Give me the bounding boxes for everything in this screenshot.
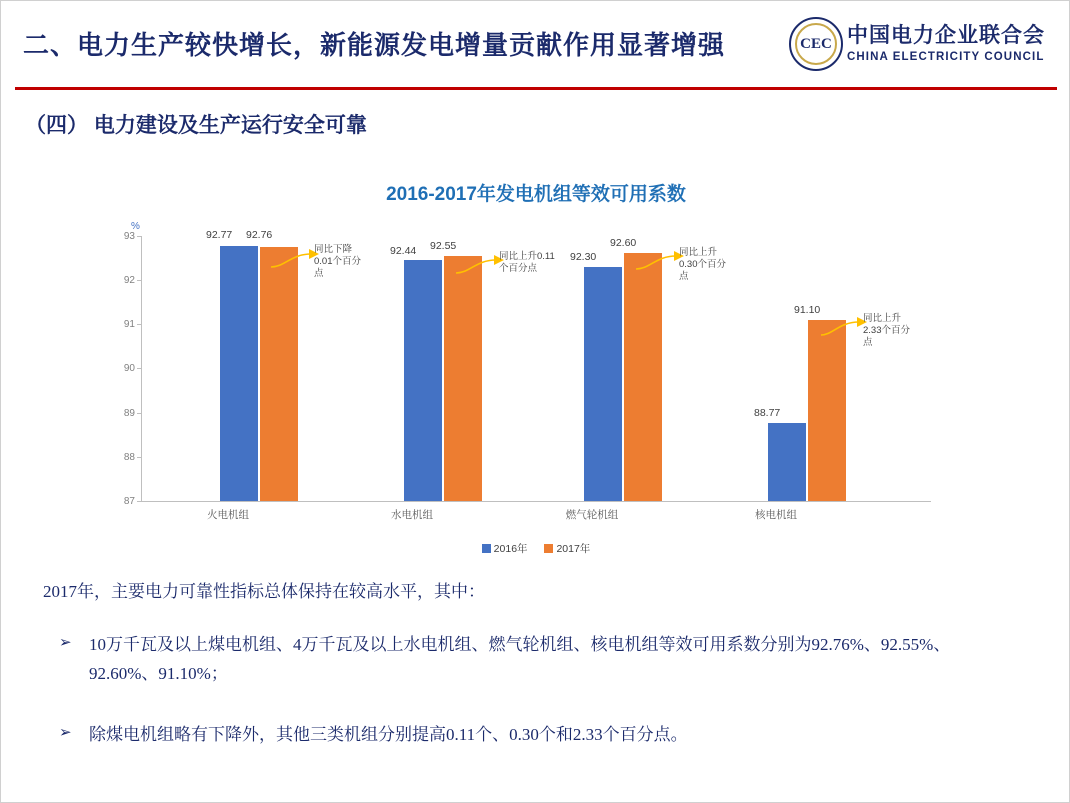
bar-2016-huodian [220,246,258,501]
chart-legend [111,541,961,556]
bar-value-label: 91.10 [794,304,821,316]
annotation-arrow-icon [821,317,869,339]
y-tick-label: 93 [123,231,135,242]
x-category-label: 燃气轮机组 [565,509,619,521]
legend-swatch-icon [544,544,553,553]
list-item-text: 10万千瓦及以上煤电机组、4万千瓦及以上水电机组、燃气轮机组、核电机组等效可用系数分别为92.76%、92.55%、92.60%、91.10%； [89,635,951,683]
y-tick-label: 89 [123,408,135,419]
bar-value-label: 92.30 [570,251,597,263]
logo-name-cn: 中国电力企业联合会 [847,24,1045,47]
logo-emblem-icon [789,17,843,71]
annotation-text: 同比下降0.01个百分点 [314,244,361,279]
page-title: 二、电力生产较快增长，新能源发电增量贡献作用显著增强 [23,30,726,60]
list-item-text: 除煤电机组略有下降外，其他三类机组分别提高0.11个、0.30个和2.33个百分点。 [89,725,688,744]
y-tick-label: 88 [123,452,135,463]
chart-x-axis [141,501,931,502]
logo-emblem-text: CEC [795,23,837,65]
chart-plot-bars [142,236,931,501]
bar-value-label: 88.77 [754,407,781,419]
x-category-label: 核电机组 [755,509,797,521]
y-tick-label: 91 [123,319,135,330]
organization-logo [789,15,1051,77]
legend-label: 2017年 [556,543,591,555]
chart-title: 2016-2017年发电机组等效可用系数 [386,184,686,205]
bar-value-label: 92.76 [246,229,273,241]
bar-2017-shuidian [444,256,482,501]
slide-header [1,1,1069,89]
bar-2017-hedian [808,320,846,501]
y-tick-label: 90 [123,363,135,374]
bar-2016-hedian [768,423,806,501]
bar-value-label: 92.55 [430,240,457,252]
logo-name-en: CHINA ELECTRICITY COUNCIL [847,51,1045,63]
legend-label: 2016年 [493,543,528,555]
annotation-text: 同比上升0.11个百分点 [499,251,555,274]
bar-value-label: 92.60 [610,237,637,249]
body-paragraph: 2017年，主要电力可靠性指标总体保持在较高水平，其中： [43,582,485,601]
bar-2017-huodian [260,247,298,501]
bullet-arrow-icon: ➢ [59,725,72,741]
annotation-text: 同比上升0.30个百分点 [679,247,726,282]
list-item [59,721,999,750]
x-category-label: 水电机组 [391,509,433,521]
chart [111,171,961,571]
legend-swatch-icon [482,544,491,553]
bar-2016-ranqilun [584,267,622,501]
annotation-text: 同比上升2.33个百分点 [863,313,910,348]
list-item [59,631,999,689]
section-subtitle: （四） 电力建设及生产运行安全可靠 [25,114,367,137]
y-tick-label: 87 [123,496,135,507]
bar-value-label: 92.77 [206,229,233,241]
legend-item-2017 [544,543,590,555]
bar-2016-shuidian [404,260,442,501]
header-divider [15,87,1057,90]
chart-y-axis-unit: % [131,221,140,232]
legend-item-2016 [482,543,528,555]
x-category-label: 火电机组 [207,509,249,521]
y-tick-label: 92 [123,275,135,286]
bullet-arrow-icon: ➢ [59,635,72,651]
bar-value-label: 92.44 [390,245,417,257]
bar-2017-ranqilun [624,253,662,501]
